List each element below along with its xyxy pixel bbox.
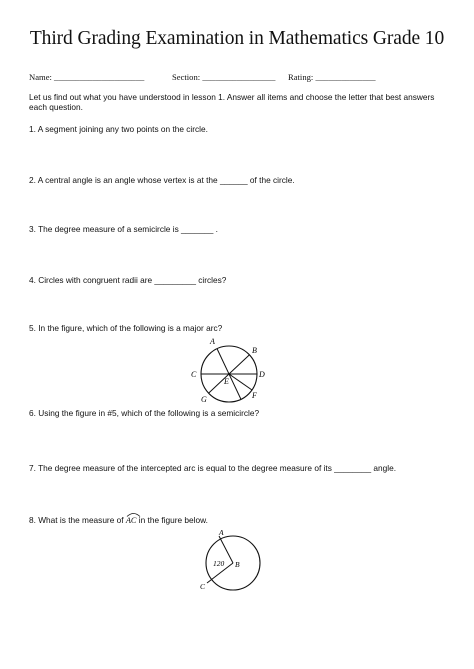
- arc-ac-notation: [126, 514, 137, 526]
- fig1-label-g: G: [201, 395, 207, 404]
- question-6: 6. Using the figure in #5, which of the following is a semicircle?: [29, 408, 260, 418]
- fig1-label-a: A: [210, 337, 215, 346]
- arc-ac-label: AC: [125, 516, 137, 525]
- question-5: 5. In the figure, which of the following is a major arc?: [29, 323, 223, 333]
- fig1-label-d: D: [259, 370, 265, 379]
- circle-figure-q5: [186, 332, 276, 408]
- fig1-label-e: E: [224, 377, 229, 386]
- question-8-text-after: in the figure below.: [136, 515, 208, 525]
- instructions: Let us find out what you have understood in lesson 1. Answer all items and choose the letter that best answers each question.: [29, 92, 435, 113]
- question-3: 3. The degree measure of a semicircle is _______ .: [29, 224, 218, 234]
- fig2-label-a: A: [219, 528, 224, 537]
- fig1-label-f: F: [252, 391, 257, 400]
- circle-figure-q8: [192, 526, 276, 596]
- section-field-label: Section: _________________: [172, 72, 276, 82]
- fig1-label-c: C: [191, 370, 197, 379]
- question-7: 7. The degree measure of the intercepted arc is equal to the degree measure of its ________ angle.: [29, 463, 396, 473]
- exam-title: Third Grading Examination in Mathematics Grade 10: [29, 28, 445, 49]
- question-1: 1. A segment joining any two points on the circle.: [29, 124, 208, 134]
- fig1-label-b: B: [252, 346, 257, 355]
- arc-symbol-icon: [126, 512, 141, 517]
- question-8: [29, 514, 208, 526]
- fig2-label-b: B: [235, 560, 240, 569]
- fig2-angle-label: 120: [213, 559, 225, 568]
- question-8-text-before: 8. What is the measure of: [29, 515, 126, 525]
- question-4: 4. Circles with congruent radii are _________ circles?: [29, 275, 227, 285]
- rating-field-label: Rating: ______________: [288, 72, 376, 82]
- fig2-label-c: C: [200, 582, 206, 591]
- question-2: 2. A central angle is an angle whose vertex is at the ______ of the circle.: [29, 175, 295, 185]
- name-field-label: Name: _____________________: [29, 72, 145, 82]
